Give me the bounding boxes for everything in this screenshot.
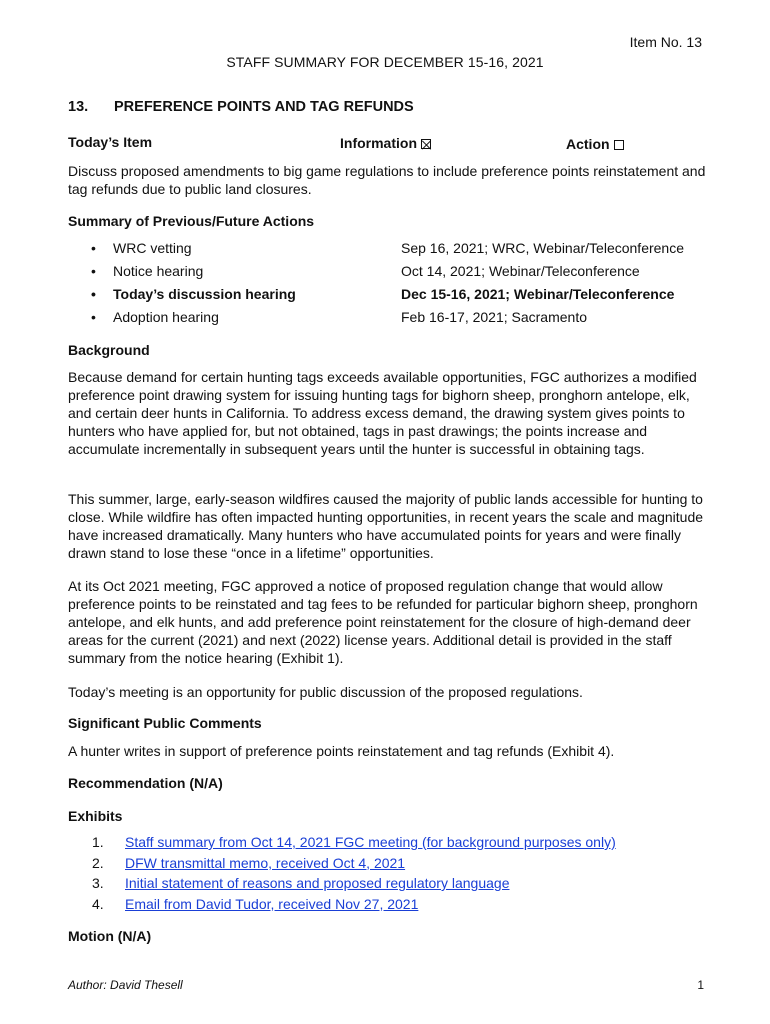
item-number: Item No. 13 [629,34,702,50]
todays-item-label: Today’s Item [68,134,153,150]
action-checkbox-unchecked-icon [614,140,624,150]
information-label: Information [340,135,417,151]
exhibit-4-link[interactable]: Email from David Tudor, received Nov 27, 2021 [125,895,419,912]
recommendation-heading: Recommendation (N/A) [68,775,223,791]
section-number: 13. [68,99,89,115]
staff-summary-title: STAFF SUMMARY FOR DECEMBER 15-16, 2021 [226,54,544,70]
action-date: Sep 16, 2021; WRC, Webinar/Teleconference [401,240,685,256]
action-date: Dec 15-16, 2021; Webinar/Teleconference [401,286,675,302]
public-comments-heading: Significant Public Comments [68,715,262,731]
motion-heading: Motion (N/A) [68,928,152,944]
exhibit-1-link[interactable]: Staff summary from Oct 14, 2021 FGC meeting (for background purposes only) [125,834,616,850]
actions-heading: Summary of Previous/Future Actions [68,213,315,229]
exhibit-2-link[interactable]: DFW transmittal memo, received Oct 4, 2021 [125,854,406,871]
action-date: Oct 14, 2021; Webinar/Teleconference [401,263,640,279]
page-number: 1 [697,978,704,992]
information-field [340,135,431,151]
background-paragraph: This summer, large, early-season wildfires caused the majority of public lands accessible for hunting to close. While wildfire has often impacted hunting opportunities, in recent years the scale and magnitude have increased dramatically. Many hunters who have accumulated points for years and were finally drawn stand to lose these “once in a lifetime” opportunities. [68,491,704,561]
bullet-icon: • [91,286,96,302]
information-checkbox-checked-icon [421,139,431,149]
exhibit-3-link[interactable]: Initial statement of reasons and proposed regulatory language [125,875,510,891]
action-field [566,136,624,152]
background-paragraph: Today’s meeting is an opportunity for public discussion of the proposed regulations. [68,684,583,700]
footer-author: Author: David Thesell [68,978,183,992]
exhibits-heading: Exhibits [68,808,123,824]
background-paragraph: Because demand for certain hunting tags exceeds available opportunities, FGC authorizes a modified preference point drawing system for issuing hunting tags for bighorn sheep, pronghorn antelope, elk, and certain deer hunts in California. To address excess demand, the drawing system gives points to hunters who have applied for, but not obtained, tags in past drawings; the points increase and accumulate incrementally in subsequent years until the hunter is successful in obtaining tags. [68,369,697,457]
background-heading: Background [68,342,150,358]
action-date: Feb 16-17, 2021; Sacramento [401,309,588,325]
document-page: Item No. 13 STAFF SUMMARY FOR DECEMBER 15-16, 2021 13. PREFERENCE POINTS AND TAG REFUNDS Today’s Item Information Action Discuss proposed amendments to big game regulations to include preference points reinstatement and tag refunds due to public land closures. Summary of Previous/Future Actions • WRC vetting • Notice hearing • Today’s discussion hearing • Adoption hearing Sep 16, 2021; WRC, Webinar/Teleconference Oct 14, 2021; Webinar/Teleconference Dec 15-16, 2021; Webinar/Teleconference Feb 16-17, 2021; Sacramento Background Because demand for certain hunting tags exceeds available opportunities, FGC authorizes a modified preference point drawing system for issuing hunting tags for bighorn sheep, pronghorn antelope, elk, and certain deer hunts in California. To address excess demand, the drawing system gives points to hunters who have applied for, but not obtained, tags in past drawings; the points increase and accumulate incrementally in subsequent years until the hunter is successful in obtaining tags. This summer, large, early-season wildfires caused the majority of public lands accessible for hunting to close. While wildfire has often impacted hunting opportunities, in recent years the scale and magnitude have increased dramatically. Many hunters who have accumulated points for years and were finally drawn stand to lose these “once in a lifetime” opportunities. At its Oct 2021 meeting, FGC approved a notice of proposed regulation change that would allow preference points to be reinstated and tag fees to be refunded for particular bighorn sheep, pronghorn antelope, and elk hunts, and add preference point reinstatement for the closure of high-demand deer areas for the current (2021) and next (2022) license years. Additional detail is provided in the staff summary from the notice hearing (Exhibit 1). Today’s meeting is an opportunity for public discussion of the proposed regulations. Significant Public Comments A hunter writes in support of preference points reinstatement and tag refunds (Exhibit 4). Recommendation (N/A) Exhibits 1. Staff summary from Oct 14, 2021 FGC meeting (for background purposes only) 2. DFW transmittal memo, received Oct 4, 2021 3. Initial statement of reasons and proposed regulatory language 4. Email from David Tudor, received Nov 27, 2021 Motion (N/A) Author: David Thesell 1 [0,0,770,1024]
action-label: Action [566,136,610,152]
bullet-icon: • [91,309,96,325]
actions-dates [401,239,684,331]
intro-paragraph: Discuss proposed amendments to big game regulations to include preference points reinstatement and tag refunds due to public land closures. [68,163,706,197]
bullet-icon: • [91,240,96,256]
bullet-icon: • [91,263,96,279]
section-title: PREFERENCE POINTS AND TAG REFUNDS [114,99,414,115]
public-comments-text: A hunter writes in support of preference points reinstatement and tag refunds (Exhibit 4). [68,743,615,759]
background-paragraph: At its Oct 2021 meeting, FGC approved a notice of proposed regulation change that would allow preference points to be reinstated and tag fees to be refunded for particular bighorn sheep, pronghorn antelope, and elk hunts, and add preference point reinstatement for the closure of high-demand deer areas for the current (2021) and next (2022) license years. Additional detail is provided in the staff summary from the notice hearing (Exhibit 1). [68,578,698,666]
